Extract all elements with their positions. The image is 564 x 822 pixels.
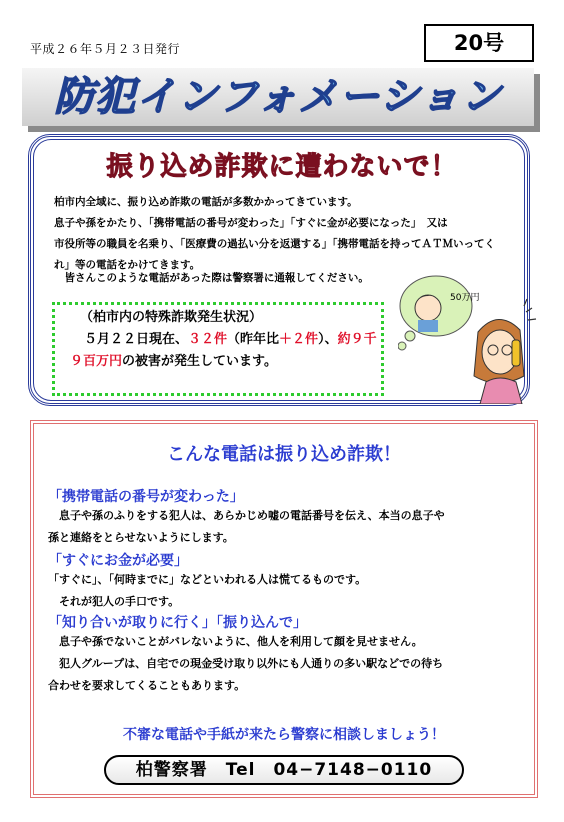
warning-title: 振り込め詐欺に遭わないで！: [106, 152, 458, 182]
status-line-1: [84, 328, 377, 347]
section-heading: 「知り合いが取りに行く」「振り込んで」: [48, 615, 307, 631]
warning-paragraph: 皆さんこのような電話があった際は警察署に通報してください。: [54, 272, 369, 284]
issue-date: 平成２６年５月２３日発行: [30, 42, 181, 56]
status-sep: ）、: [318, 332, 338, 347]
section-text: 「すぐに」、「何時までに」などといわれる人は慌てるものです。: [48, 573, 367, 586]
bubble-amount: 50万円: [450, 293, 480, 303]
section-heading: 「すぐにお金が必要」: [48, 553, 188, 569]
status-diff: ＋２件: [279, 332, 319, 347]
status-amount-b: ９百万円: [70, 354, 123, 369]
info-title: こんな電話は振り込め詐欺！: [167, 444, 401, 465]
phone-call-illustration: [398, 272, 538, 404]
section-text: 合わせを要求してくることもあります。: [48, 679, 246, 692]
warning-paragraph: 柏市内全域に、振り込め詐欺の電話が多数かかってきています。: [54, 196, 358, 208]
section-text: 犯人グループは、自宅での現金受け取り以外にも人通りの多い駅などでの待ち: [48, 657, 444, 670]
police-contact: 柏警察署 Tel 04−7148−0110: [135, 760, 433, 780]
status-compare: （昨年比: [227, 332, 280, 347]
advice-text: 不審な電話や手紙が来たら警察に相談しましょう！: [123, 727, 445, 743]
section-heading: 「携帯電話の番号が変わった」: [48, 489, 244, 505]
status-line-2: [70, 350, 277, 369]
status-date: ５月２２日現在、: [84, 332, 189, 347]
warning-paragraph: 息子や孫をかたり、「携帯電話の番号が変わった」「すぐに金が必要になった」 又は: [54, 217, 448, 229]
status-title: （柏市内の特殊詐欺発生状況）: [80, 310, 263, 325]
warning-paragraph: 市役所等の職員を名乗り、「医療費の過払い分を返還する」「携帯電話を持ってＡＴＭいってく: [54, 238, 495, 250]
section-text: それが犯人の手口です。: [48, 595, 180, 608]
status-damage: の被害が発生しています。: [122, 354, 277, 369]
issue-number: 20号: [424, 24, 534, 62]
status-amount-a: 約９千: [337, 332, 377, 347]
status-count: ３２件: [188, 332, 228, 347]
page-title: 防犯インフォメーション: [54, 74, 502, 120]
section-text: 息子や孫のふりをする犯人は、あらかじめ嘘の電話番号を伝え、本当の息子や: [48, 509, 445, 522]
section-text: 孫と連絡をとらせないようにします。: [48, 531, 234, 544]
warning-paragraph: れ」等の電話をかけてきます。: [54, 259, 201, 271]
section-text: 息子や孫でないことがバレないように、他人を利用して顔を見せません。: [48, 635, 423, 648]
